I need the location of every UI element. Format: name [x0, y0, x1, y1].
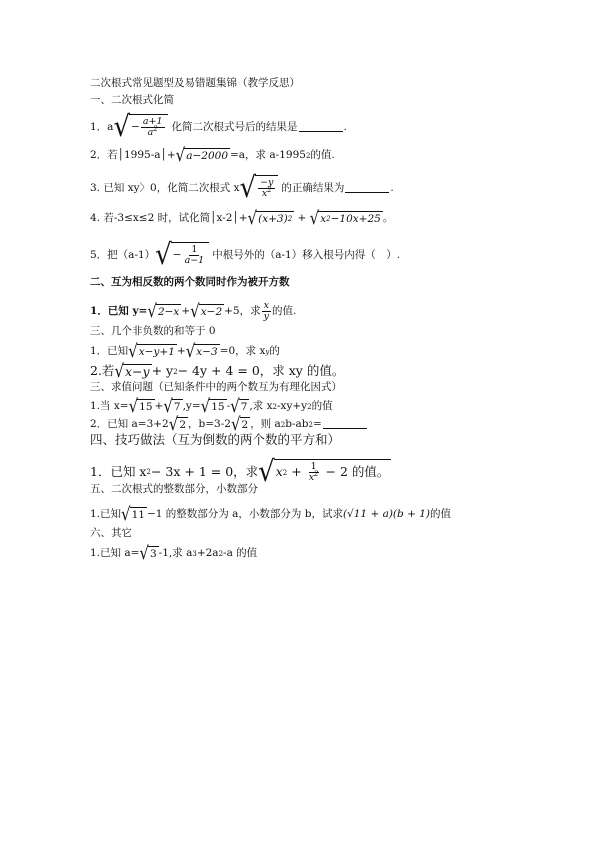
- section-heading-5: 五、二次根式的整数部分，小数部分: [90, 483, 258, 495]
- radical: √ 2: [230, 413, 249, 435]
- problem-2-1: 1．已知 y= √ 2−x + √ x−2 +5，求 $\frac{x}{y}$ 的值.: [90, 300, 297, 322]
- radical: √ x−2: [190, 300, 223, 322]
- section-heading-2: 二、互为相反数的两个数同时作为被开方数: [90, 276, 290, 288]
- radical: √ − $\frac{a+1}{a^2}$: [113, 114, 167, 140]
- radical: √ (x+3) 2: [247, 207, 293, 229]
- radical: √ 2: [168, 413, 186, 435]
- radical: √ 11: [121, 503, 145, 525]
- answer-blank: [323, 428, 367, 429]
- radical: √ x−y+1: [128, 340, 175, 362]
- problem-1-5: 5．把（a-1） √ − $\frac{1}{a-1}$ 中根号外的（a-1）移入根号内得（ ）.: [90, 238, 401, 272]
- radical: √ 15: [128, 395, 153, 417]
- radical: √ x 2 + $\frac{1}{x^2}$ − 2 的值。: [258, 455, 390, 489]
- section-heading-6: 六、其它: [90, 527, 132, 539]
- radical: √ a−2000: [175, 144, 228, 166]
- radical: √ − $\frac{1}{a-1}$: [155, 242, 209, 268]
- radical: √ 15: [200, 395, 225, 417]
- section-heading-3b: 三、求值问题（已知条件中的两个数互为有理化因式）: [90, 381, 342, 393]
- problem-7-1: 1.已知 a= √ 3 -1,求 a 3 +2a 2 -a 的值: [90, 542, 258, 564]
- problem-4-1: 1.当 x= √ 15 + √ 7 ,y= √ 15 - √ 7 ,求 x 2 -xy+y 2 的值: [90, 395, 333, 417]
- answer-blank: [299, 131, 343, 132]
- radical: √ x−3: [185, 340, 218, 362]
- problem-1-2: 2．若│1995-a│+ √ a−2000 =a，求 a-1995 2 的值.: [90, 144, 335, 166]
- section-heading-1: 一、二次根式化简: [90, 94, 174, 106]
- problem-6-1: 1.已知 √ 11 −1 的整数部分为 a，小数部分为 b，试求 (√11 + a)(b + 1) 的值: [90, 503, 451, 525]
- answer-blank: [345, 192, 389, 193]
- radical: √ x−y: [114, 360, 150, 382]
- problem-1-4: 4. 若-3≤x≤2 时，试化简│x-2│+ √ (x+3) 2 + √ x 2 −10x+25 。: [90, 207, 394, 229]
- radical: √ $\frac{-y}{x^2}$: [240, 175, 279, 201]
- radical: √ 7: [163, 395, 181, 417]
- radical: √ x 2 −10x+25: [309, 207, 381, 229]
- radical: √ 2−x: [147, 300, 180, 322]
- document-title: 二次根式常见题型及易错题集锦（教学反思）: [90, 77, 300, 89]
- radical: √ 7: [230, 395, 248, 417]
- problem-4-2: 2．已知 a=3+2 √ 2 ，b=3-2 √ 2 ，则 a 2 b-ab 2 =: [90, 417, 368, 432]
- problem-1-1: 1．a √ − $\frac{a+1}{a^2}$ 化简二次根式号后的结果是 .: [90, 110, 347, 144]
- problem-3-1: 1．已知 √ x−y+1 + √ x−3 =0，求 x y 的: [90, 340, 280, 362]
- radical: √ 3: [139, 542, 157, 564]
- problem-1-3: 3. 已知 xy〉0，化简二次根式 x √ $\frac{-y}{x^2}$ 的正确结果为 .: [90, 171, 394, 205]
- section-heading-3: 三、几个非负数的和等于 0: [90, 325, 216, 337]
- problem-3-2: 2.若 √ x−y + y 2 − 4y + 4 = 0，求 xy 的值。: [90, 360, 345, 382]
- problem-5-1: 1．已知 x 2 − 3x + 1 = 0，求 √ x 2 + $\frac{1}{x^2}$ − 2 的值。: [90, 455, 390, 489]
- section-heading-4: 四、技巧做法（互为倒数的两个数的平方和）: [90, 432, 341, 447]
